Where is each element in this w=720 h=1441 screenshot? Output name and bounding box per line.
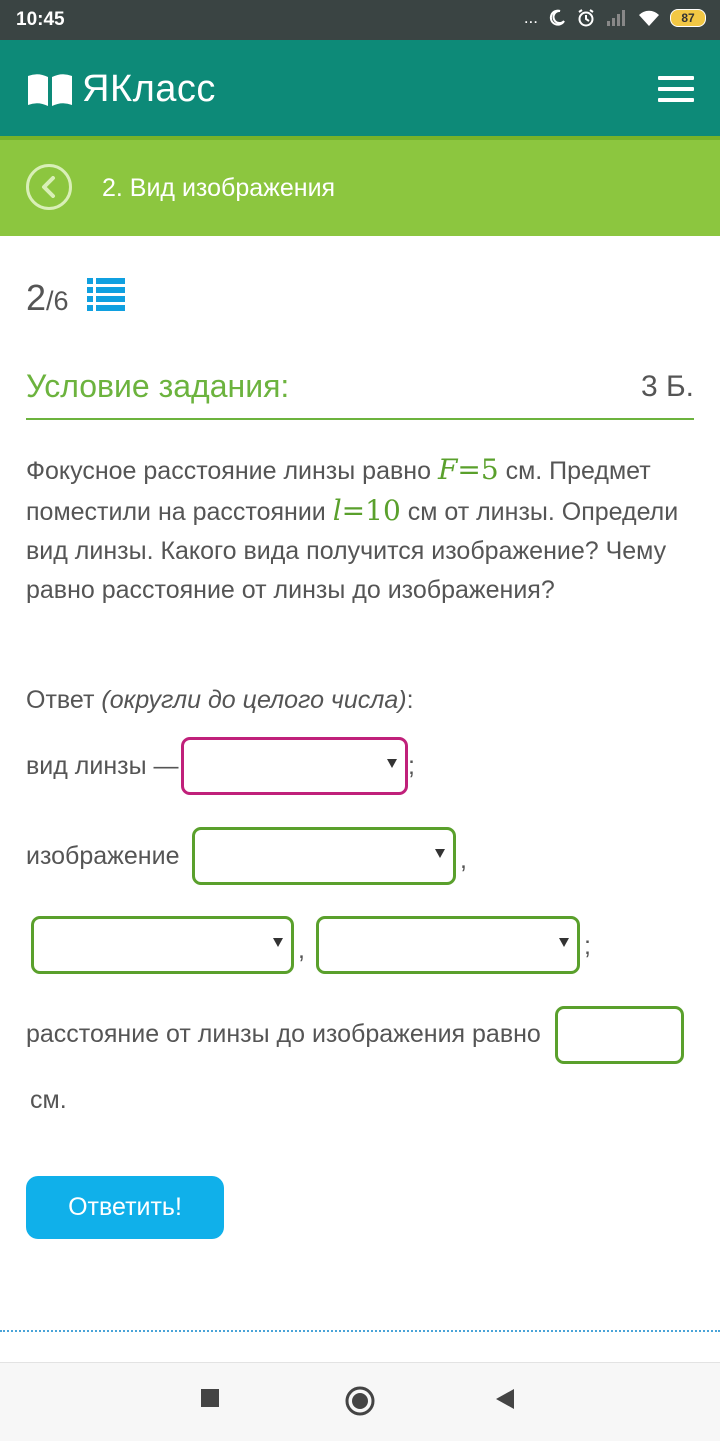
image-type-select-2[interactable] [31, 916, 294, 974]
lens-type-label: вид линзы — [26, 752, 179, 780]
progress-current: 2 [26, 277, 47, 318]
image-label: изображение [26, 842, 180, 870]
status-time: 10:45 [16, 9, 65, 30]
alarm-icon [576, 8, 596, 28]
home-icon[interactable] [344, 1385, 376, 1417]
distance-input[interactable] [555, 1006, 684, 1064]
math-variable-f: F [437, 453, 458, 486]
task-list-icon[interactable] [87, 278, 125, 312]
section-heading [26, 364, 694, 420]
separator-comma: , [298, 936, 305, 964]
distance-label: расстояние от линзы до изображения равно [26, 1020, 541, 1048]
separator-semicolon: ; [584, 932, 591, 960]
book-icon [26, 72, 74, 108]
task-text-part: Фокусное расстояние линзы равно [26, 457, 438, 485]
dropdown-arrow-icon [273, 938, 283, 947]
chevron-left-icon [39, 176, 59, 198]
progress-total: /6 [46, 286, 69, 316]
unit-label: см. [30, 1086, 67, 1114]
math-value-f: =5 [457, 453, 499, 486]
task-text-part: см от линзы. Определи вид линзы. Какого вида получится изображение? Чему равно расстояние от линзы до изображения? [26, 498, 679, 604]
answer-hint: (округли до целого числа) [101, 686, 407, 714]
logo-text: ЯКласс [82, 68, 216, 110]
answer-label-start: Ответ [26, 686, 102, 714]
math-variable-l: l [332, 494, 342, 527]
system-nav-bar [0, 1362, 720, 1441]
back-nav-icon[interactable] [494, 1387, 516, 1411]
hamburger-menu-icon[interactable] [658, 76, 694, 102]
image-type-select-3[interactable] [316, 916, 580, 974]
divider [0, 1330, 720, 1332]
answer-label-end: : [406, 686, 414, 714]
dropdown-arrow-icon [435, 849, 445, 858]
battery-icon: 87 [670, 9, 706, 27]
more-dots-icon: ... [523, 8, 538, 27]
moon-icon [548, 9, 566, 27]
topic-bar [0, 136, 720, 236]
back-button[interactable] [26, 164, 72, 210]
dropdown-arrow-icon [559, 938, 569, 947]
signal-icon [606, 9, 628, 27]
yaklass-logo[interactable] [26, 68, 216, 111]
answer-label [26, 686, 414, 715]
math-value-l: =10 [341, 494, 401, 527]
topic-title: 2. Вид изображения [102, 174, 336, 202]
status-bar [0, 0, 720, 40]
section-title: Условие задания: [26, 368, 290, 404]
image-type-select-1[interactable] [192, 827, 456, 885]
status-icons [524, 8, 706, 28]
submit-button[interactable]: Ответить! [26, 1176, 224, 1239]
separator-comma: , [460, 846, 467, 874]
task-text-part: см. Предмет поместили на расстоянии [26, 457, 651, 526]
recent-apps-icon[interactable] [199, 1387, 221, 1409]
lens-type-select[interactable] [181, 737, 408, 795]
dropdown-arrow-icon [387, 759, 397, 768]
task-progress [26, 276, 125, 319]
app-header [0, 40, 720, 136]
wifi-icon [638, 9, 660, 27]
separator-semicolon: ; [408, 752, 415, 780]
task-text [26, 450, 696, 610]
points-value: 3 Б. [640, 370, 694, 403]
